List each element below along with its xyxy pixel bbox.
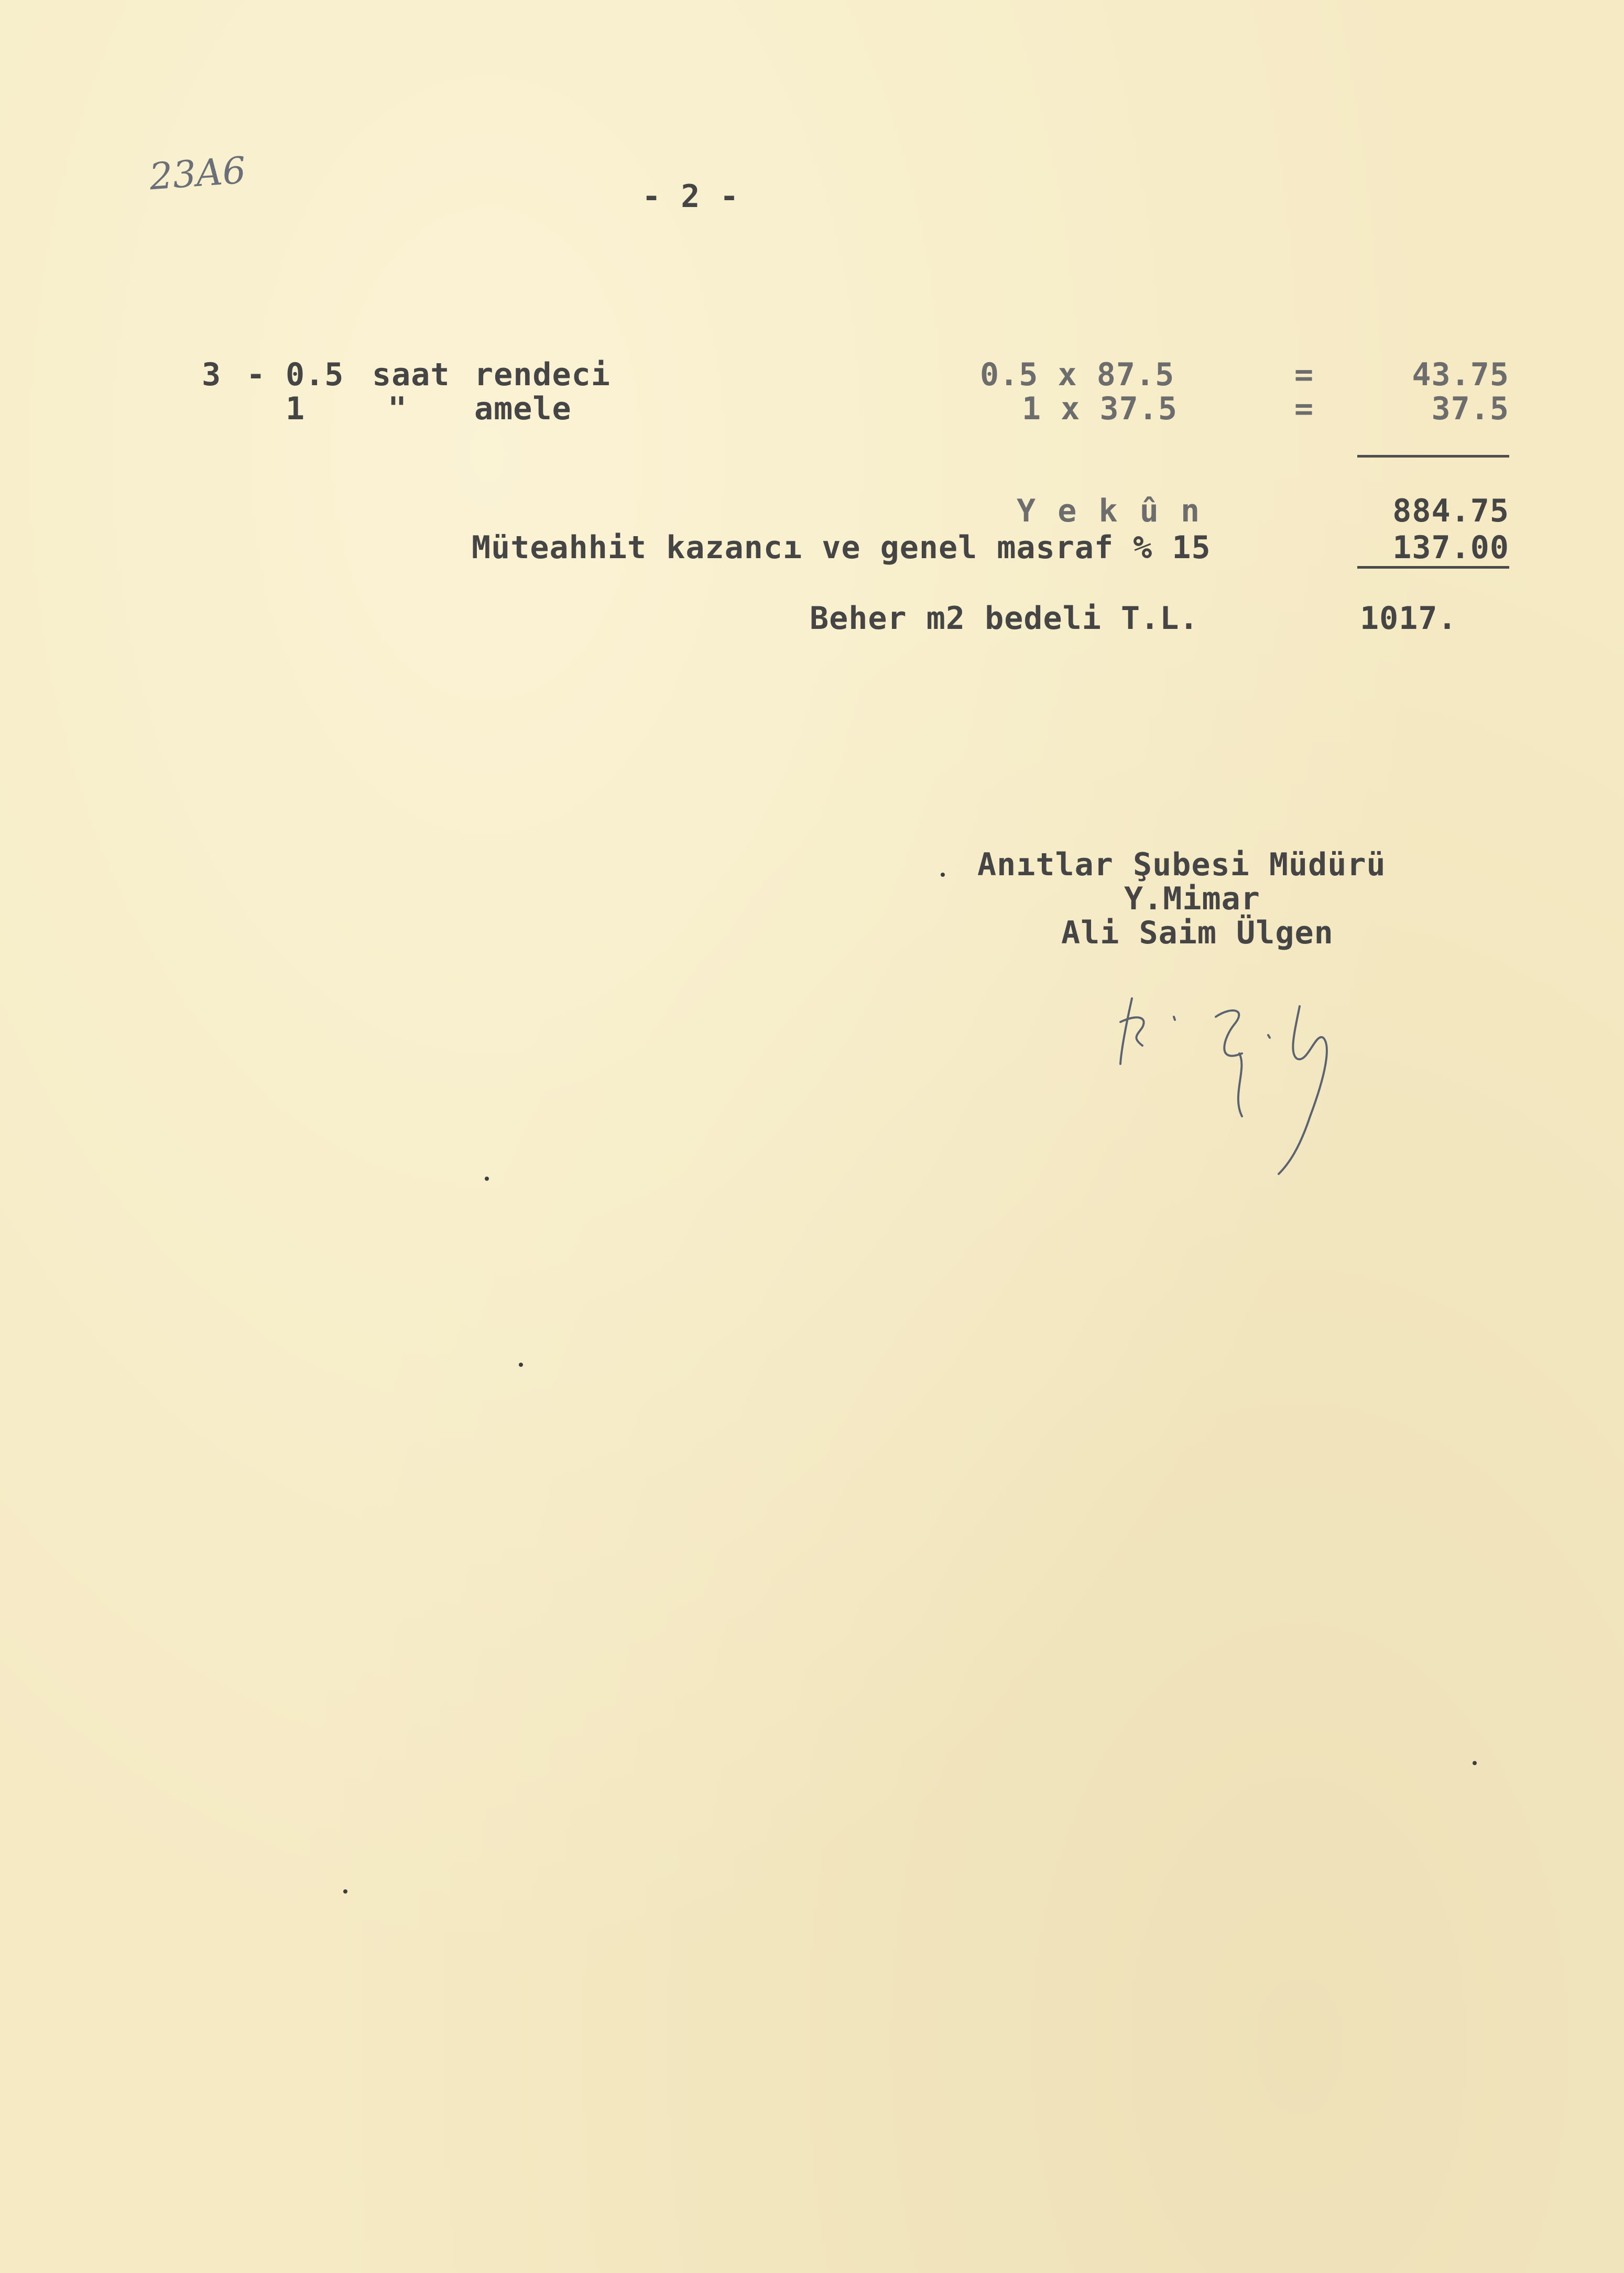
row-calculation: 0.5 x 87.5 <box>980 356 1175 393</box>
unit-price-label: Beher m2 bedeli T.L. <box>810 600 1199 637</box>
row-quantity: 0.5 <box>286 356 344 393</box>
row-quantity: 1 <box>286 390 306 427</box>
profit-value: 137.00 <box>1357 529 1509 569</box>
row-result: 43.75 <box>1412 356 1509 393</box>
handwritten-signature <box>1111 985 1383 1184</box>
ink-speck <box>343 1889 347 1894</box>
row-calculation: 1 x 37.5 <box>1022 390 1178 427</box>
unit-price-value: 1017. <box>1360 600 1457 637</box>
ink-speck <box>941 873 945 877</box>
signature-name: Ali Saim Ülgen <box>1061 915 1334 951</box>
item-number: 3 <box>202 356 222 393</box>
row-unit: " <box>388 390 408 427</box>
profit-label: Müteahhit kazancı ve genel masraf % 15 <box>472 529 1211 566</box>
ink-speck <box>1473 1761 1477 1765</box>
row-result: 37.5 <box>1431 390 1509 427</box>
row-equals: = <box>1294 356 1314 393</box>
archive-note: 23A6 <box>148 148 247 199</box>
sum-label: Y e k û n <box>1017 493 1202 529</box>
row-unit: saat <box>372 356 450 393</box>
page-number: - 2 - <box>642 178 739 215</box>
row-description: rendeci <box>474 356 611 393</box>
signature-title: Y.Mimar <box>1124 880 1260 917</box>
ink-speck <box>485 1177 489 1181</box>
sum-value: 884.75 <box>1392 493 1509 529</box>
subtotal-rule <box>1357 455 1509 458</box>
signature-office: Anıtlar Şubesi Müdürü <box>977 846 1386 883</box>
item-dash: - <box>246 356 266 393</box>
row-description: amele <box>474 390 572 427</box>
ink-speck <box>519 1363 523 1367</box>
row-equals: = <box>1294 390 1314 427</box>
